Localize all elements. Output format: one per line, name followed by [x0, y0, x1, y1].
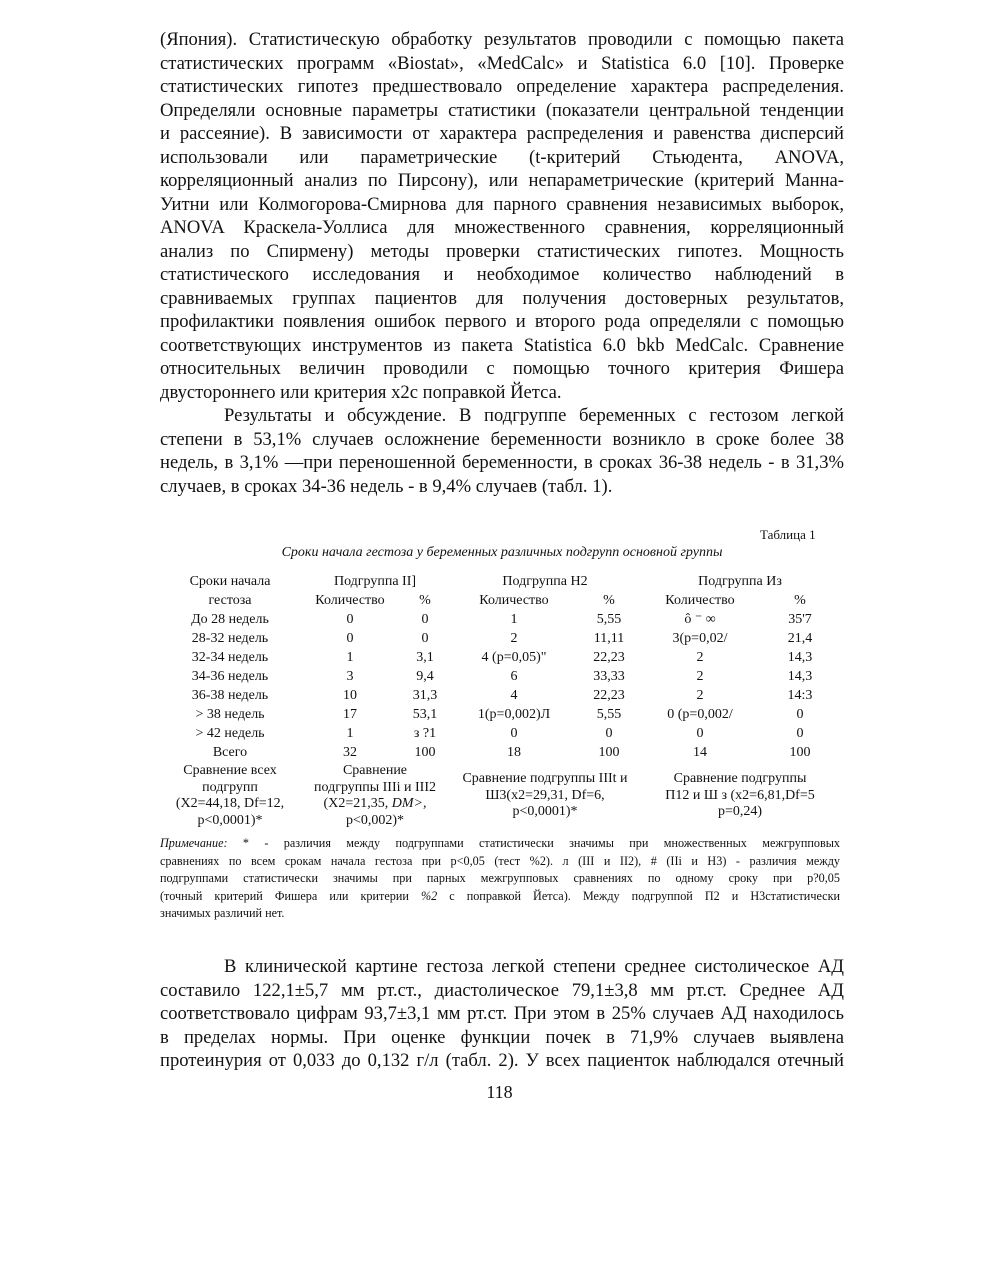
table-cell: 1 [510, 612, 518, 627]
note-text: * - различия между подгруппами статистически значимы при множественных межгрупповых [242, 836, 840, 850]
comparison-1-vs-3 [450, 762, 640, 829]
text-line: случаев, в сроках 34-36 недель - в 9,4% случаев (табл. 1). [160, 475, 613, 497]
comparison-text: p<0,002)* [345, 812, 405, 828]
row-term-cell: 28-32 недель [191, 631, 269, 646]
table-caption: Сроки начала гестоза у беременных различных подгрупп основной группы [281, 545, 723, 560]
text-line: анализ по Спирмену) методы проверки статистических гипотез. Мощность [160, 240, 844, 262]
text-line: (Япония). Статистическую обработку результатов проводили с помощью пакета [160, 29, 844, 50]
text-line: двустороннего или критерия x2с поправкой Йетса. [160, 381, 562, 403]
note-text: (точный критерий Фишера или критерии [160, 888, 409, 903]
table-cell: 2 [510, 631, 518, 646]
page-number: 118 [486, 1082, 513, 1102]
table-cell: 2 [696, 688, 704, 703]
table-cell: 5,55 [596, 707, 622, 722]
table-cell: 14,3 [787, 669, 813, 684]
table-cell: 0 [796, 707, 804, 722]
text-line: недель, в 3,1% —при переношенной беременности, в сроках 36-38 недель - в 31,3% [160, 452, 844, 473]
table-cell: 18 [507, 745, 521, 760]
note-line [160, 835, 840, 853]
table-cell: 14:3 [787, 688, 813, 703]
table-cell: 5,55 [596, 612, 622, 627]
comparison-text: Ш3(x2=29,31, Df=6, [485, 787, 605, 803]
comparison-text: p=0,24) [717, 804, 763, 820]
table-cell: з ?1 [413, 726, 437, 741]
text-line: относительных величин проводили с помощью точного критерия Фишера [160, 358, 844, 379]
row-term-cell: > 38 недель [195, 707, 265, 722]
comparison-text: p<0,0001)* [512, 804, 578, 820]
header-term-line1: Сроки начала [189, 574, 271, 589]
body-text-bottom [160, 955, 844, 1073]
text-line: статистических гипотез предшествовало определение характера распределения. [160, 76, 844, 97]
text-line: составило 122,1±5,7 мм рт.ст., диастолическое 79,1±3,8 мм рт.ст. Среднее АД [160, 979, 844, 1001]
body-text-top [160, 28, 844, 498]
table-body [160, 610, 840, 762]
table-cell: 2 [696, 669, 704, 684]
table-cell: 3,1 [416, 650, 434, 665]
table-cell: 100 [414, 745, 436, 760]
table-cell: 3 [346, 669, 354, 684]
row-term-cell: 32-34 недель [191, 650, 269, 665]
note-line: значимых различий нет. [160, 906, 285, 920]
header-subgroup-1: Подгруппа II] [333, 574, 417, 589]
text-line: протеинурия от 0,033 до 0,132 г/л (табл. 2). У всех пациенток наблюдался отечный [160, 1050, 844, 1071]
table-cell: 100 [789, 745, 811, 760]
text-line: использовали или параметрические (t-критерий Стьюдента, ANOVA, [160, 146, 844, 168]
table-cell: 31,3 [412, 688, 438, 703]
table-cell: 35'7 [788, 612, 812, 627]
table-cell: 0 (p=0,002/ [667, 707, 733, 722]
header-percent: % [603, 593, 615, 608]
table-cell: 0 [696, 726, 704, 741]
row-term-cell: > 42 недель [195, 726, 265, 741]
comparison-2-vs-3 [640, 762, 840, 829]
comparison-text: П12 и Ш з (x2=6,81,Df=5 [665, 787, 815, 803]
comparison-text-part: (X2=21,35, [323, 796, 389, 811]
table-cell: 14 [693, 745, 707, 760]
text-line: сравниваемых группах пациентов для получения достоверных результатов, [160, 287, 844, 309]
table-row [160, 648, 840, 667]
note-line [160, 888, 840, 906]
table-cell: 0 [421, 612, 429, 627]
header-subgroup-3: Подгруппа Из [698, 574, 782, 589]
table-cell: 4 (p=0,05)" [481, 650, 547, 665]
header-count: Количество [479, 593, 549, 608]
table-cell: 11,11 [593, 631, 625, 646]
table-cell: 10 [343, 688, 357, 703]
comparison-text: p<0,0001)* [197, 812, 263, 828]
note-text: с поправкой Йетса). Между подгруппой П2 и Н3статистически [449, 888, 841, 903]
table-cell: 1 [346, 650, 354, 665]
table-cell: 22,23 [593, 688, 625, 703]
comparison-text: (X2=44,18, Df=12, [175, 796, 285, 811]
text-line: статистического исследования и необходимое количество наблюдений в [160, 264, 844, 285]
table-cell: 21,4 [787, 631, 813, 646]
header-percent: % [419, 593, 431, 608]
table-cell: 0 [346, 631, 354, 646]
comparison-all-subgroups [160, 762, 300, 829]
table-cell: 1(p=0,002)Л [477, 707, 551, 722]
text-line: Определяли основные параметры статистики (показатели центральной тенденции [160, 99, 844, 121]
table-row [160, 686, 840, 705]
table-cell: 0 [346, 612, 354, 627]
table-cell: 17 [343, 707, 357, 722]
row-term-cell: 34-36 недель [191, 669, 269, 684]
row-term-cell: 36-38 недель [191, 688, 269, 703]
table-row [160, 743, 840, 762]
table-cell: 33,33 [593, 669, 625, 684]
text-line: Уитни или Колмогорова-Смирнова для парного сравнения независимых выборок, [160, 193, 844, 215]
row-term-cell: Всего [212, 745, 248, 760]
comparison-text-part: DM>, [391, 796, 427, 811]
row-term-cell: До 28 недель [191, 612, 269, 627]
text-line: в пределах нормы. При оценке функции почек в 71,9% случаев выявлена [160, 1026, 844, 1048]
table-cell: 53,1 [412, 707, 438, 722]
text-line: В клинической картине гестоза легкой степени среднее систолическое АД [224, 956, 844, 977]
table-cell: 32 [343, 745, 357, 760]
header-subgroup-2: Подгруппа Н2 [502, 574, 588, 589]
text-line: ANOVA Краскела-Уоллиса для множественного сравнения, корреляционный [160, 217, 844, 238]
table-cell: 9,4 [416, 669, 434, 684]
table-label: Таблица 1 [760, 527, 816, 542]
table-row [160, 667, 840, 686]
table-cell: 0 [605, 726, 613, 741]
gestosis-onset-table [160, 572, 840, 829]
table-cell: 14,3 [787, 650, 813, 665]
header-count: Количество [315, 593, 385, 608]
text-line: Результаты и обсуждение. В подгруппе беременных с гестозом легкой [224, 405, 844, 426]
table-cell: 22,23 [593, 650, 625, 665]
note-lead: Примечание: [160, 836, 228, 850]
text-line: и рассеяние). В зависимости от характера распределения и равенства дисперсий [160, 123, 844, 144]
comparison-row [160, 762, 840, 829]
table-subheader-row [160, 591, 840, 610]
table-row [160, 705, 840, 724]
table-cell: 2 [696, 650, 704, 665]
comparison-text: Сравнение всех [183, 763, 277, 778]
header-term-line2: гестоза [208, 593, 252, 608]
comparison-text: подгрупп [202, 779, 258, 795]
table-row [160, 610, 840, 629]
comparison-text: Сравнение подгруппы IIIt и [462, 771, 628, 787]
note-line: подгруппами статистически значимы при парных межгрупповых сравнениях по одному сроку при p?0,05 [160, 871, 840, 885]
header-percent: % [794, 593, 806, 608]
table-cell: 0 [510, 726, 518, 741]
header-count: Количество [665, 593, 735, 608]
table-row [160, 629, 840, 648]
text-line: соответствовало цифрам 93,7±3,1 мм рт.ст. При этом в 25% случаев АД находилось [160, 1003, 844, 1024]
table-row [160, 724, 840, 743]
table-cell: 4 [510, 688, 518, 703]
comparison-text: Сравнение подгруппы [673, 771, 807, 787]
comparison-text [300, 796, 450, 813]
table-note [160, 835, 840, 923]
comparison-text: подгруппы IIIi и III2 [313, 779, 436, 795]
text-line: профилактики появления ошибок первого и второго рода определяли с помощью [160, 311, 844, 332]
note-line: сравнениях по всем срокам начала гестоза при p<0,05 (тест %2). л (III и II2), # (IIi и Н3) - различия между [160, 853, 840, 868]
comparison-1-vs-2 [300, 762, 450, 829]
text-line: корреляционный анализ по Пирсону), или непараметрические (критерий Манна- [160, 170, 844, 191]
note-symbol: %2 [420, 888, 438, 903]
text-line: статистических программ «Biostat», «MedCalc» и Statistica 6.0 [10]. Проверке [160, 52, 844, 74]
table-header-row [160, 572, 840, 591]
table-cell: ô ⁻ ∞ [684, 612, 716, 627]
text-line: степени в 53,1% случаев осложнение беременности возникло в сроке более 38 [160, 428, 844, 450]
table-cell: 100 [598, 745, 620, 760]
text-line: соответствующих инструментов из пакета Statistica 6.0 bkb MedCalc. Сравнение [160, 334, 844, 356]
table-cell: 0 [796, 726, 804, 741]
table-cell: 0 [421, 631, 429, 646]
table-cell: 1 [346, 726, 354, 741]
comparison-text: Сравнение [342, 763, 408, 778]
table-cell: 3(p=0,02/ [672, 631, 728, 646]
table-cell: 6 [510, 669, 518, 684]
